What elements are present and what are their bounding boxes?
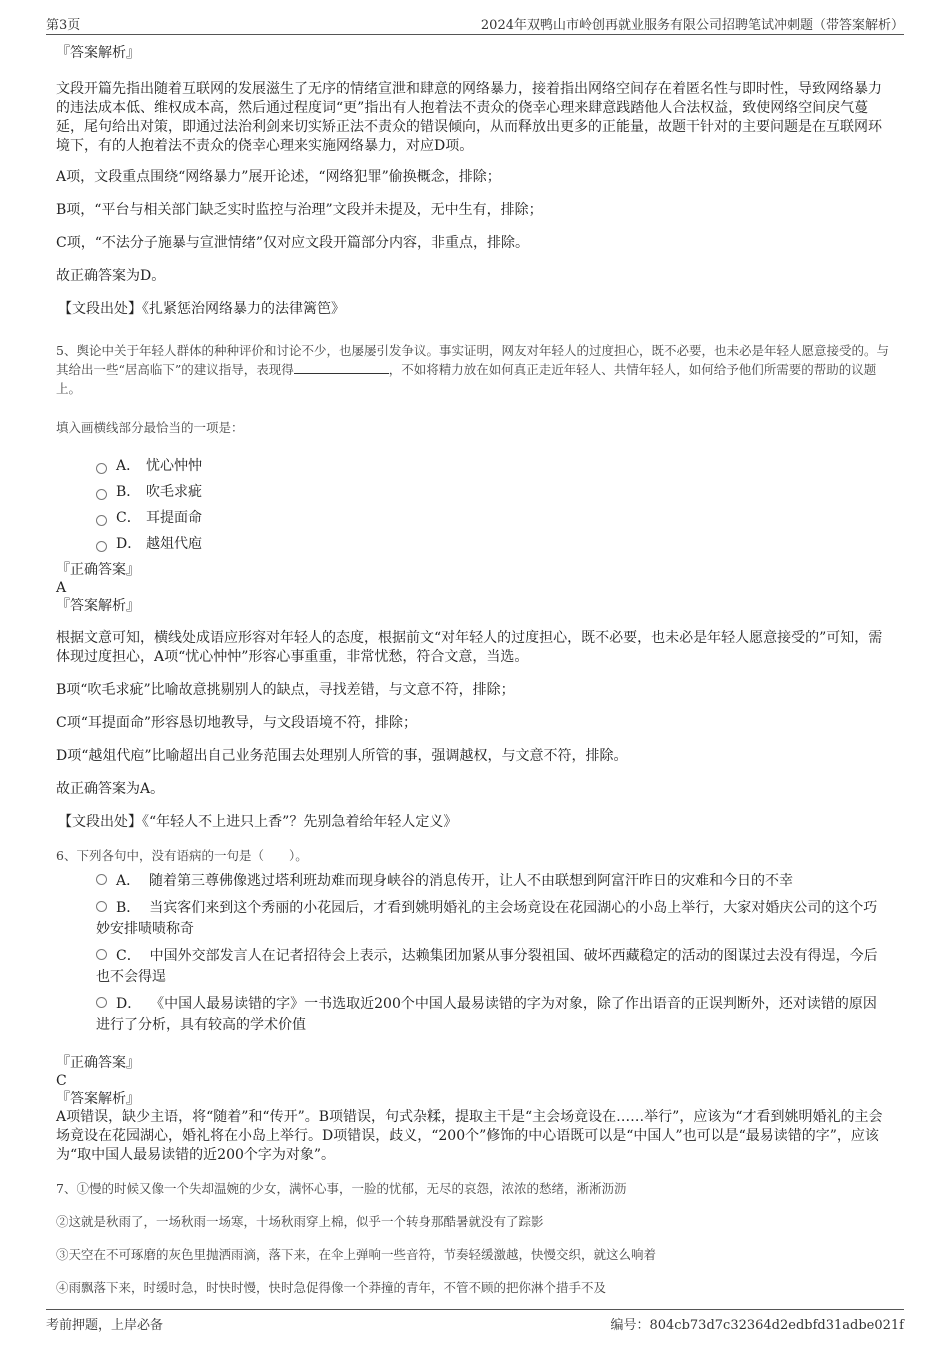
- q5-analysis-paragraph: 根据文意可知，横线处成语应形容对年轻人的态度，根据前文“对年轻人的过度担心，既不必要，也未必是年轻人愿意接受的”可知，需体现过度担心，A项“忧心忡忡”形容心事重重，非常忧愁，符合文意，当选。: [56, 630, 883, 665]
- option-letter: C．: [116, 510, 141, 526]
- radio-button[interactable]: [96, 997, 107, 1008]
- q4-analysis-paragraph: B项，“平台与相关部门缺乏实时监控与治理”文段并未提及，无中生有，排除；: [56, 202, 543, 218]
- radio-button[interactable]: [96, 949, 107, 960]
- option-letter: B．: [116, 900, 141, 916]
- option-letter: D．: [116, 996, 142, 1012]
- option-letter: C．: [116, 948, 141, 964]
- radio-button[interactable]: [96, 463, 107, 474]
- page-header: [46, 12, 904, 35]
- q4-analysis-label: 『答案解析』: [56, 45, 140, 61]
- q5-analysis-label: 『答案解析』: [56, 598, 140, 614]
- q7-line: ②这就是秋雨了，一场秋雨一场寒，十场秋雨穿上棉，似乎一个转身那酷暑就没有了踪影: [56, 1214, 544, 1229]
- option-text: 耳提面命: [146, 510, 202, 526]
- q6-correct-label: 『正确答案』: [56, 1055, 140, 1071]
- q5-analysis-paragraph: C项“耳提面命”形容恳切地教导，与文段语境不符，排除；: [56, 715, 418, 731]
- q6-option[interactable]: [96, 898, 890, 940]
- page-number: 第3页: [46, 18, 81, 33]
- q5-correct-answer: A: [56, 580, 67, 596]
- option-text: 当宾客们来到这个秀丽的小花园后，才看到姚明婚礼的主会场竟设在花园湖心的小岛上举行，大家对婚庆公司的这个巧妙安排啧啧称奇: [96, 900, 878, 937]
- q5-stem: [56, 341, 890, 398]
- option-text: 忧心忡忡: [146, 458, 202, 474]
- option-text: 《中国人最易读错的字》一书选取近200个中国人最易读错的字为对象，除了作出语音的正误判断外，还对读错的原因进行了分析，具有较高的学术价值: [96, 996, 877, 1033]
- radio-button[interactable]: [96, 874, 107, 885]
- radio-button[interactable]: [96, 489, 107, 500]
- q5-option[interactable]: [96, 483, 890, 502]
- radio-button[interactable]: [96, 515, 107, 526]
- q5-source: 【文段出处】《“年轻人不上进只上香”？先别急着给年轻人定义》: [58, 814, 458, 830]
- page-footer: [46, 1309, 904, 1332]
- q4-analysis-paragraph: A项，文段重点围绕“网络暴力”展开论述，“网络犯罪”偷换概念，排除；: [56, 169, 501, 185]
- q6-option[interactable]: [96, 946, 890, 988]
- question-6: [56, 846, 890, 1165]
- q7-line: ③天空在不可琢磨的灰色里抛洒雨滴，落下来，在伞上弹响一些音符，节奏轻缓激越，快慢交织，就这么响着: [56, 1247, 657, 1262]
- option-letter: B．: [116, 484, 141, 500]
- option-text: 随着第三尊佛像逃过塔利班劫难而现身峡谷的消息传开，让人不由联想到阿富汗昨日的灾难和今日的不幸: [149, 873, 794, 889]
- q7-line: 7、①慢的时候又像一个失却温婉的少女，满怀心事，一脸的忧郁，无尽的哀怨，浓浓的愁绪，淅淅沥沥: [56, 1181, 627, 1196]
- q5-analysis-paragraph: D项“越俎代庖”比喻超出自己业务范围去处理别人所管的事，强调越权，与文意不符，排除。: [56, 748, 628, 764]
- q5-stem-part1: 5、舆论中关于年轻人群体的种种评价和讨论不少，也屡屡引发争议。事实证明，网友对年轻人的过度担心，既不必要，也未必是年轻人愿意接受的。与其给出一些“居高临下”的建议指导，表现得: [56, 343, 889, 377]
- q7-line: ④雨飘落下来，时缓时急，时快时慢，快时急促得像一个莽撞的青年，不管不顾的把你淋个措手不及: [56, 1280, 607, 1295]
- q6-analysis-label: 『答案解析』: [56, 1091, 140, 1107]
- q6-correct-answer: C: [56, 1073, 67, 1089]
- radio-button[interactable]: [96, 541, 107, 552]
- document-serial: 编号：804cb73d7c32364d2edbfd31adbe021f: [610, 1318, 904, 1333]
- q5-option[interactable]: [96, 509, 890, 528]
- q6-analysis: A项错误，缺少主语，将“随着”和“传开”。B项错误，句式杂糅，提取主干是“主会场竟设在……举行”，应该为“才看到姚明婚礼的主会场竟设在花园湖心，婚礼将在小岛上举行。D项错误，歧义，“200个”修饰的中心语既可以是“中国人”也可以是“最易读错的字”，应该为“取中国人最易读错的近200个字为对象”。: [56, 1109, 883, 1163]
- option-text: 中国外交部发言人在记者招待会上表示，达赖集团加紧从事分裂祖国、破坏西藏稳定的活动的图谋过去没有得逞，今后也不会得逞: [96, 948, 878, 985]
- q4-analysis-paragraph: 故正确答案为D。: [56, 268, 166, 284]
- q4-analysis: [56, 44, 890, 319]
- option-text: 吹毛求疵: [146, 484, 202, 500]
- radio-button[interactable]: [96, 901, 107, 912]
- option-text: 越俎代庖: [146, 536, 202, 552]
- page-content: [56, 44, 890, 1311]
- question-7: [56, 1179, 890, 1297]
- q5-analysis-paragraph: B项“吹毛求疵”比喻故意挑剔别人的缺点，寻找差错，与文意不符，排除；: [56, 682, 515, 698]
- q5-correct-label: 『正确答案』: [56, 562, 140, 578]
- q5-stem-part2: ，不如将精力放在如何真正走近年轻人、共情年轻人，如何给予他们所需要的帮助的议题上。: [56, 362, 877, 396]
- q5-option[interactable]: [96, 457, 890, 476]
- q5-option[interactable]: [96, 535, 890, 554]
- option-letter: A．: [116, 873, 141, 889]
- footer-slogan: 考前押题，上岸必备: [46, 1318, 164, 1333]
- q5-instruction: 填入画横线部分最恰当的一项是：: [56, 420, 244, 435]
- q6-stem: 6、下列各句中，没有语病的一句是（ ）。: [56, 848, 308, 863]
- q4-analysis-paragraph: C项，“不法分子施暴与宣泄情绪”仅对应文段开篇部分内容，非重点，排除。: [56, 235, 530, 251]
- option-letter: A．: [116, 458, 141, 474]
- document-title: 2024年双鸭山市岭创再就业服务有限公司招聘笔试冲刺题（带答案解析）: [480, 18, 904, 33]
- question-5: [56, 341, 890, 832]
- q6-option[interactable]: [96, 994, 890, 1036]
- q6-option[interactable]: [96, 871, 890, 892]
- q4-analysis-paragraph: 文段开篇先指出随着互联网的发展滋生了无序的情绪宣泄和肆意的网络暴力，接着指出网络空间存在着匿名性与即时性，导致网络暴力的违法成本低、维权成本高，然后通过程度词“更”指出有人抱着法不责众的侥幸心理来肆意践踏他人合法权益，致使网络空间戾气蔓延，尾句给出对策，即通过法治利剑来切实矫正法不责众的错误倾向，从而释放出更多的正能量，故题干针对的主要问题是在互联网环境下，有的人抱着法不责众的侥幸心理来实施网络暴力，对应D项。: [56, 81, 882, 154]
- q5-analysis-paragraph: 故正确答案为A。: [56, 781, 165, 797]
- option-letter: D．: [116, 536, 142, 552]
- q5-blank: [294, 361, 389, 374]
- q4-source: 【文段出处】《扎紧惩治网络暴力的法律篱笆》: [58, 301, 345, 317]
